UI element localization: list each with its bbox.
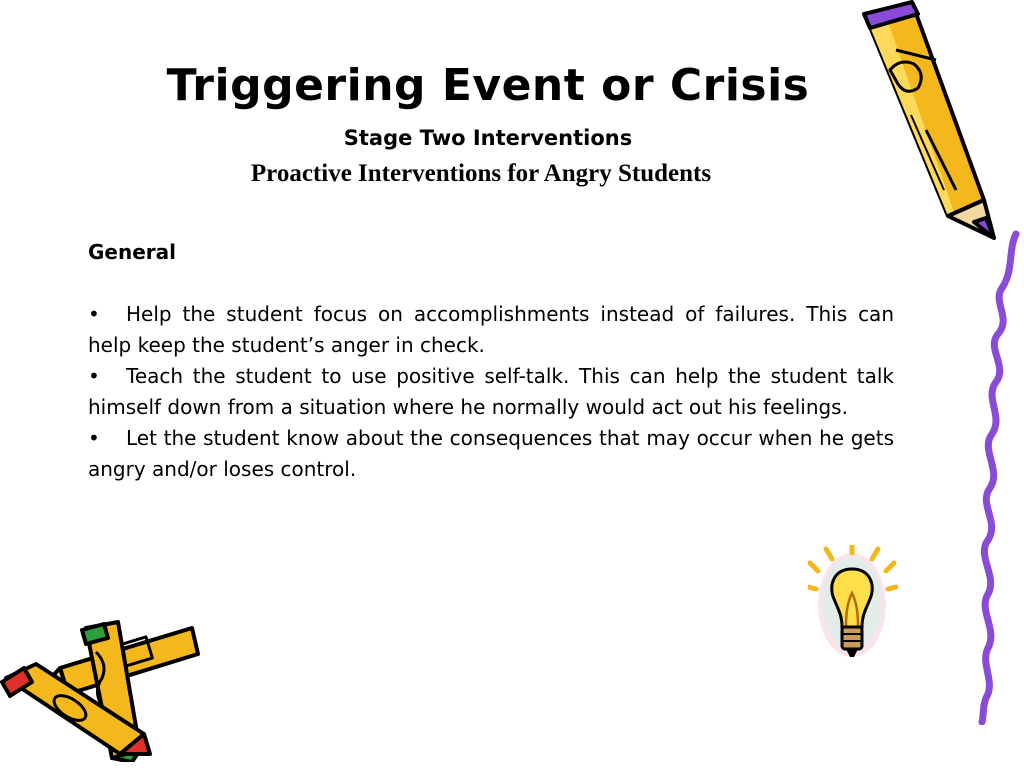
bullet-symbol: • — [88, 302, 100, 326]
bullet-symbol: • — [88, 426, 100, 450]
crayons-icon — [0, 612, 205, 762]
bullet-text: Let the student know about the consequences that may occur when he gets angry and/or loses control. — [88, 426, 894, 481]
slide-subheading: Proactive Interventions for Angry Students — [250, 160, 712, 187]
slide-title: Triggering Event or Crisis — [166, 60, 810, 111]
bullet-item — [88, 299, 894, 361]
pencil-icon — [856, 0, 1006, 245]
bullet-item — [88, 423, 894, 485]
squiggle-line-icon — [968, 230, 1024, 725]
bullet-symbol: • — [88, 364, 100, 388]
section-heading: General — [88, 240, 176, 264]
bullet-item — [88, 361, 894, 423]
light-bulb-icon — [808, 545, 898, 670]
bullet-text: Help the student focus on accomplishments instead of failures. This can help keep the student’s anger in check. — [88, 302, 894, 357]
slide-body — [88, 237, 894, 485]
bullet-text: Teach the student to use positive self-talk. This can help the student talk himself down from a situation where he normally would act out his feelings. — [88, 364, 894, 419]
slide-subtitle: Stage Two Interventions — [343, 126, 633, 150]
